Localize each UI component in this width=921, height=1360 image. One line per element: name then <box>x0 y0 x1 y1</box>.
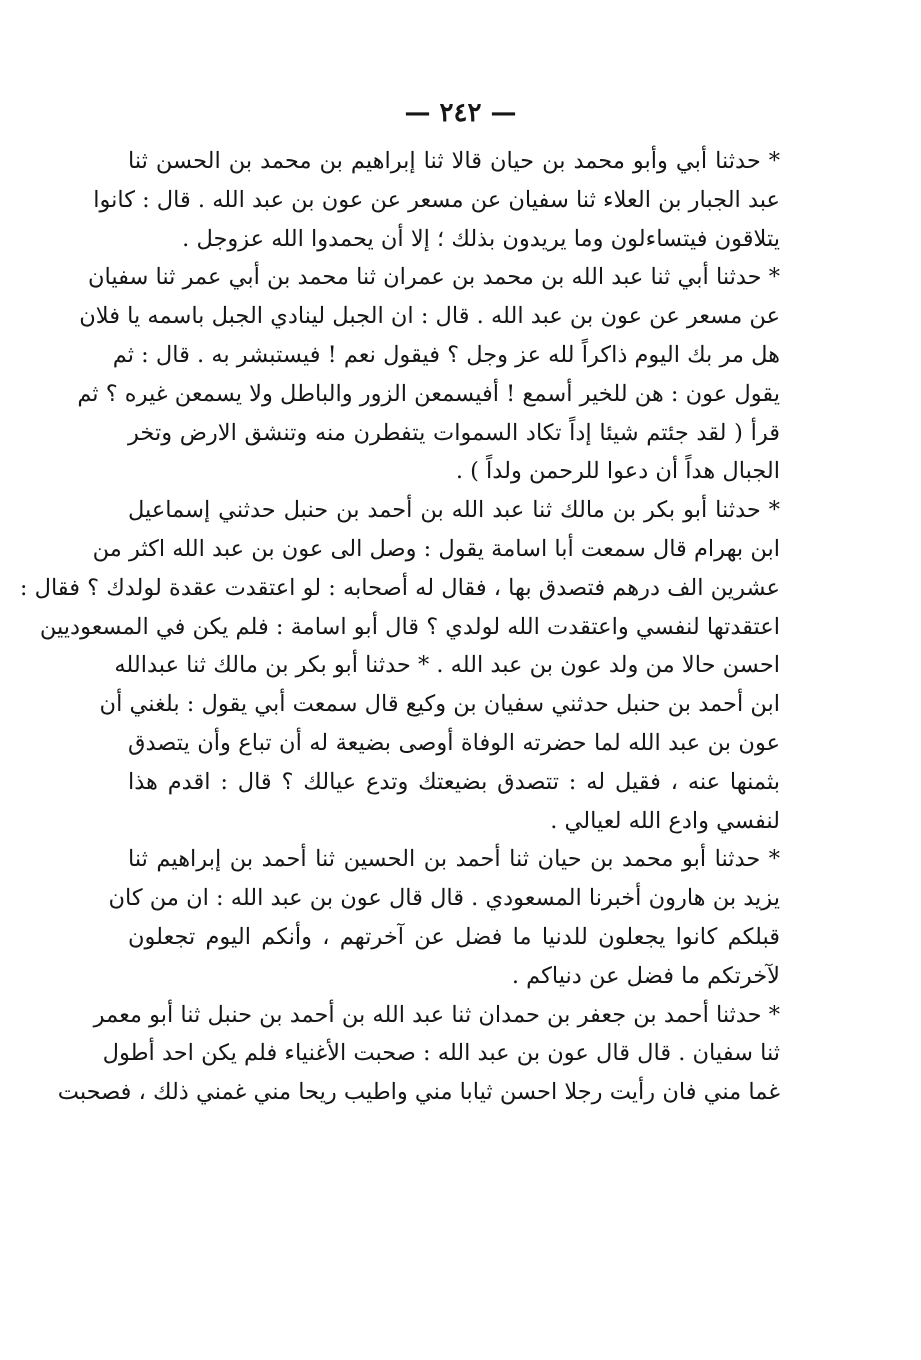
text-line: ثنا سفيان . قال قال عون بن عبد الله : صحبت الأغنياء فلم يكن احد أطول <box>102 1040 780 1067</box>
text-line: * حدثنا أبو محمد بن حيان ثنا أحمد بن الحسين ثنا أحمد بن إبراهيم ثنا <box>128 846 780 873</box>
text-line: ابن بهرام قال سمعت أبا اسامة يقول : وصل الى عون بن عبد الله اكثر من <box>92 535 780 562</box>
text-line: يزيد بن هارون أخبرنا المسعودي . قال قال عون بن عبد الله : ان من كان <box>108 885 780 912</box>
text-line: قرأ ( لقد جئتم شيئا إداً تكاد السموات يتفطرن منه وتنشق الارض وتخر <box>128 419 780 446</box>
text-line: * حدثنا أحمد بن جعفر بن حمدان ثنا عبد الله بن أحمد بن حنبل ثنا أبو معمر <box>93 1001 780 1028</box>
text-line: هل مر بك اليوم ذاكراً لله عز وجل ؟ فيقول نعم ! فيستبشر به . قال : ثم <box>112 341 780 368</box>
text-line: * حدثنا أبي وأبو محمد بن حيان قالا ثنا إبراهيم بن محمد بن الحسن ثنا <box>128 148 780 174</box>
text-line: يقول عون : هن للخير أسمع ! أفيسمعن الزور والباطل ولا يسمعن غيره ؟ ثم <box>77 380 780 407</box>
text-line: الجبال هداً أن دعوا للرحمن ولداً ) . <box>455 458 780 485</box>
page-number: — ٢٤٢ — <box>404 98 517 128</box>
text-line: عشرين الف درهم فتصدق بها ، فقال له أصحابه : لو اعتقدت عقدة لولدك ؟ فقال : <box>19 574 780 601</box>
text-line: قبلكم كانوا يجعلون للدنيا ما فضل عن آخرتهم ، وأنكم اليوم تجعلون <box>128 923 780 950</box>
text-line: ابن أحمد بن حنبل حدثني سفيان بن وكيع قال سمعت أبي يقول : بلغني أن <box>99 691 780 718</box>
text-line: عن مسعر عن عون بن عبد الله . قال : ان الجبل لينادي الجبل باسمه يا فلان <box>79 303 780 330</box>
text-line: يتلاقون فيتساءلون وما يريدون بذلك ؛ إلا أن يحمدوا الله عزوجل . <box>182 225 780 252</box>
text-line: * حدثنا أبو بكر بن مالك ثنا عبد الله بن أحمد بن حنبل حدثني إسماعيل <box>128 497 780 524</box>
text-line: عبد الجبار بن العلاء ثنا سفيان عن مسعر عن عون بن عبد الله . قال : كانوا <box>93 186 780 213</box>
text-line: غما مني فان رأيت رجلا احسن ثيابا مني واطيب ريحا مني غمني ذلك ، فصحبت <box>57 1079 780 1106</box>
body-text <box>19 142 780 1112</box>
text-line: لآخرتكم ما فضل عن دنياكم . <box>511 962 780 989</box>
text-line: احسن حالا من ولد عون بن عبد الله . * حدثنا أبو بكر بن مالك ثنا عبدالله <box>114 652 780 679</box>
text-line: عون بن عبد الله لما حضرته الوفاة أوصى بضيعة له أن تباع وأن يتصدق <box>128 729 780 756</box>
text-line: لنفسي وادع الله لعيالي . <box>550 807 780 834</box>
text-line: * حدثنا أبي ثنا عبد الله بن محمد بن عمران ثنا محمد بن أبي عمر ثنا سفيان <box>87 264 780 291</box>
text-line: اعتقدتها لنفسي واعتقدت الله لولدي ؟ قال أبو اسامة : فلم يكن في المسعوديين <box>39 613 780 640</box>
text-line: بثمنها عنه ، فقيل له : تتصدق بضيعتك وتدع عيالك ؟ قال : اقدم هذا <box>128 768 780 795</box>
